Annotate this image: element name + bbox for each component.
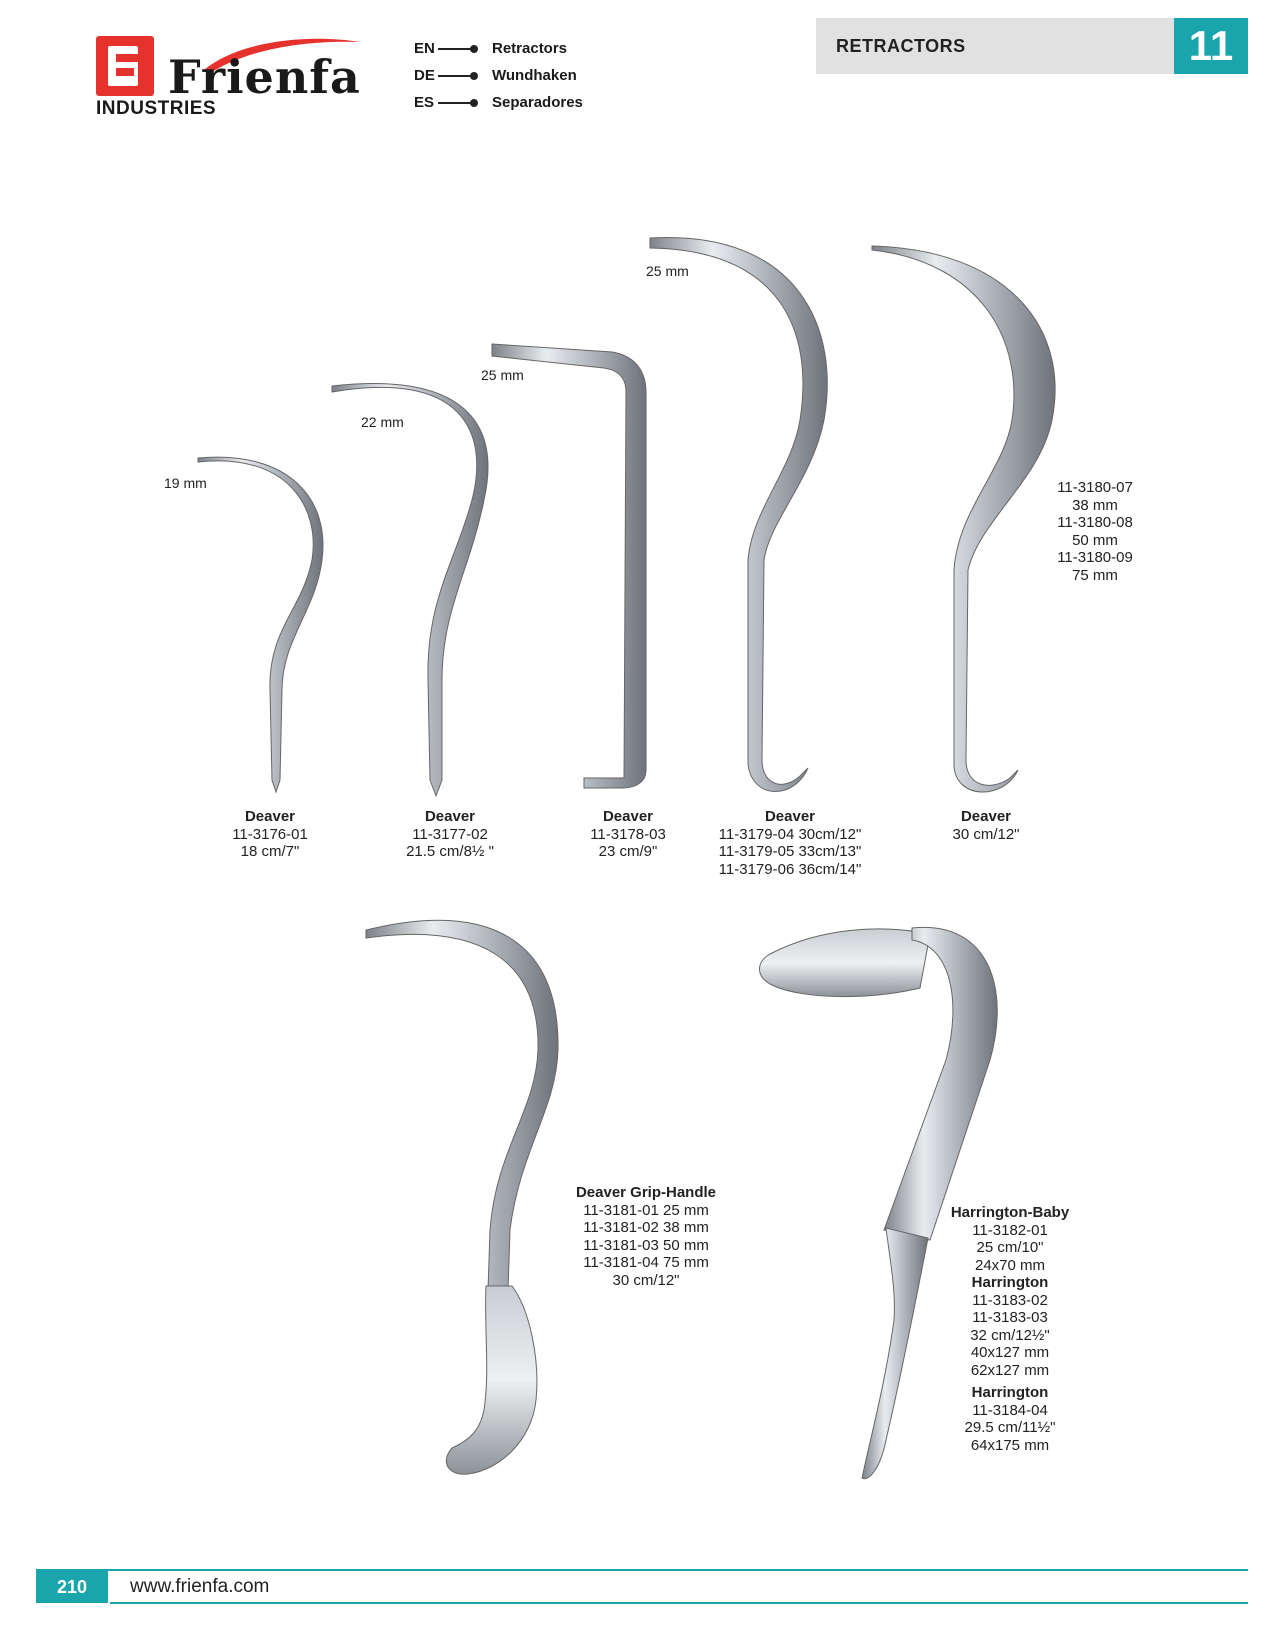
deaver-retractor-1 [198,457,323,792]
footer-rule-top [36,1569,1248,1571]
grip-handle-caption: Deaver Grip-Handle 11-3181-01 25 mm 11-3181-02 38 mm 11-3181-03 50 mm 11-3181-04 75 mm 30 cm/12" [575,1184,717,1289]
deaver-grip-handle-retractor [366,920,558,1290]
deaver-retractor-2 [332,384,488,796]
dimension-label: 22 mm [361,414,404,430]
grip-handle [446,1286,537,1474]
product-caption-2: Deaver 11-3177-02 21.5 cm/8½ " [406,808,494,860]
harrington-caption: Harrington-Baby 11-3182-01 25 cm/10" 24x70 mm Harrington 11-3183-02 11-3183-03 32 cm/12½" 40x127 mm 62x127 mm Harrington 11-3184-04 29.5 cm/11½" 64x175 mm [950,1204,1070,1454]
language-de: DE Wundhaken [414,67,577,84]
language-en: EN Retractors [414,40,568,57]
dimension-label: 25 mm [646,263,689,279]
category-number: 11 [1174,18,1248,74]
deaver-retractor-4 [650,238,827,792]
brand-subtitle: INDUSTRIES [96,98,217,119]
product-caption-5: Deaver 30 cm/12" [952,808,1020,843]
page-number: 210 [36,1571,108,1603]
deaver-retractor-3 [492,344,646,788]
side-variant-list: 11-3180-07 38 mm 11-3180-08 50 mm 11-3180-09 75 mm [1057,479,1133,584]
brand-name: Frienfa [168,50,361,104]
category-title: RETRACTORS [836,36,966,56]
harrington-blade-tip [760,929,931,997]
product-caption-4: Deaver 11-3179-04 30cm/12" 11-3179-05 33cm/13" 11-3179-06 36cm/14" [718,808,862,878]
product-caption-3: Deaver 11-3178-03 23 cm/9" [590,808,666,860]
dimension-label: 25 mm [481,367,524,383]
dimension-label: 19 mm [164,475,207,491]
harrington-handle [862,1228,928,1479]
website-link[interactable]: www.frienfa.com [130,1576,270,1597]
language-es: ES Separadores [414,94,583,111]
product-caption-1: Deaver 11-3176-01 18 cm/7" [232,808,308,860]
footer-rule-bottom [110,1602,1248,1604]
deaver-retractor-5 [872,246,1055,792]
